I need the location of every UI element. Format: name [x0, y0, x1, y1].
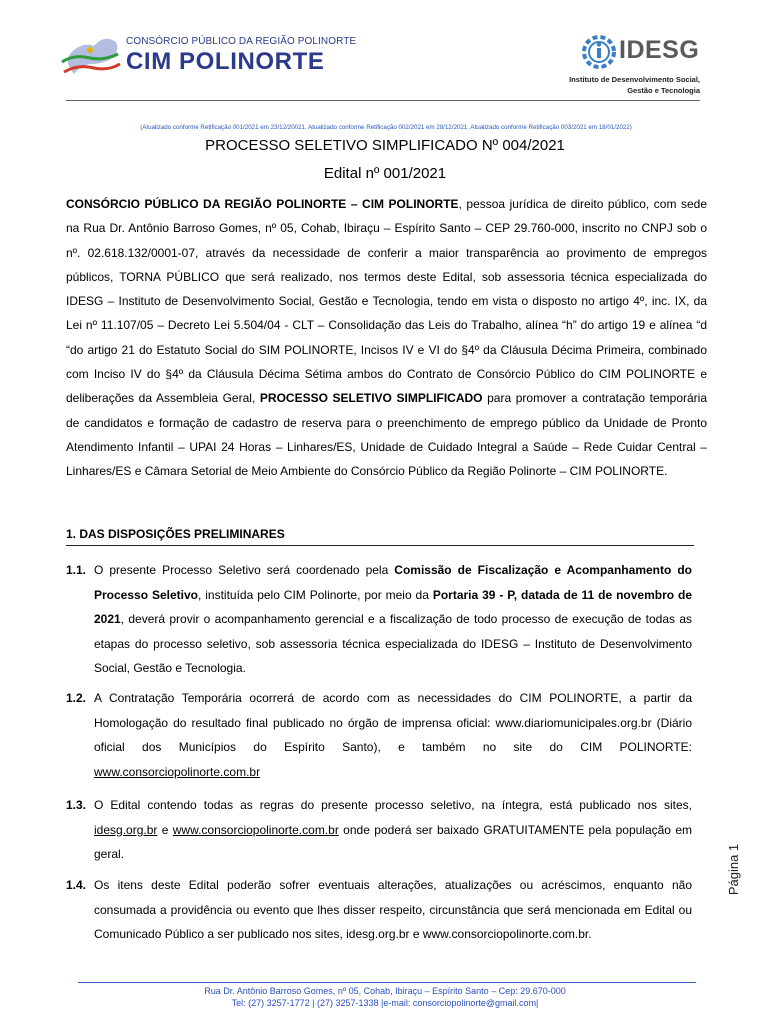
item-number: 1.1. [66, 563, 87, 577]
document-subtitle: Edital nº 001/2021 [323, 165, 447, 182]
document-title: PROCESSO SELETIVO SIMPLIFICADO Nº 004/2021 [205, 137, 565, 154]
item-text-part: O Edital contendo todas as regras do presente processo seletivo, na íntegra, está publicado nos sites, [94, 798, 692, 812]
consortium-name-large: CIM POLINORTE [126, 48, 325, 75]
item-number: 1.4. [66, 878, 87, 892]
idesg-subtitle-line-1: Instituto de Desenvolvimento Social, [569, 75, 700, 84]
intro-text-1: , pessoa jurídica de direito público, com sede na Rua Dr. Antônio Barroso Gomes, nº 05, Cohab, Ibiraçu – Espírito Santo – CEP 29.760-000, inscrito no CNPJ sob o nº. 02.618.132/0001-07, através da necessidade de conferir a maior transparência ao provimento de empregos públicos, TORNA PÚBLICO que será realizado, nos termos deste Edital, sob assessoria técnica especializada do IDESG – Instituto de Desenvolvimento Social, Gestão e Tecnologia, tendo em vista o disposto no artigo 4º, inc. IX, da Lei nº 11.107/05 – Decreto Lei 5.504/04 - CLT – Consolidação das Leis do Trabalho, alínea “h” do artigo 19 e alínea “d “do artigo 21 do Estatuto Social do SIM POLINORTE, Incisos IV e VI do §4º da Cláusula Décima Primeira, combinado com Inciso IV do §4º da Cláusula Décima Sétima ambos do Contrato de Consórcio Público do CIM POLINORTE e deliberações da Assembleia Geral, [66, 197, 707, 406]
list-item [66, 793, 692, 867]
intro-bold-mid: PROCESSO SELETIVO SIMPLIFICADO [259, 391, 483, 406]
page-number-label: Página 1 [726, 843, 742, 896]
idesg-wordmark: IDESG [619, 36, 700, 64]
item-number: 1.3. [66, 798, 87, 812]
intro-text-2: para promover a contratação temporária de candidatos e formação de cadastro de reserva para o preenchimento de emprego público da Unidade de Pronto Atendimento Infantil – UPAI 24 Horas – Linhares/ES, Unidade de Cuidado Integral a Saúde – Rede Cuidar Central – Linhares/ES e Câmara Setorial de Meio Ambiente do Consórcio Público da Região Polinorte – CIM POLINORTE. [66, 391, 708, 479]
update-note: (Atualizado conforme Retificação 001/2021 em 23/12/20021. Atualizado conforme Retificação 002/2021 em 28/12/2021. Atualizado conforme Retificação 003/2021 em 18/01/2022) [140, 124, 632, 131]
item-text [94, 686, 692, 784]
section-divider [66, 545, 694, 546]
website-link[interactable]: www.consorciopolinorte.com.br [94, 764, 261, 779]
item-text-part: A Contratação Temporária ocorrerá de acordo com as necessidades do CIM POLINORTE, a partir da Homologação do resultado final publicado no órgão de imprensa oficial: www.diariomunicipales.org.br (Diário oficial dos Municípios do Espírito Santo), e também no site do CIM POLINORTE: [94, 691, 692, 754]
item-text-part: O presente Processo Seletivo será coordenado pela [94, 563, 395, 577]
idesg-gear-icon [579, 32, 619, 72]
item-number: 1.2. [66, 691, 87, 705]
footer-contact: Tel: (27) 3257-1772 | (27) 3257-1338 |e-mail: consorciopolinorte@gmail.com| [231, 998, 539, 1008]
region-map-icon [60, 28, 124, 88]
footer-divider [78, 982, 696, 983]
item-text [94, 793, 692, 867]
item-text: Os itens deste Edital poderão sofrer eventuais alterações, atualizações ou acréscimos, enquanto não consumada a providência ou evento que lhes disser respeito, circunstância que será mencionada em Edital ou Comunicado Público a ser publicado nos sites, idesg.org.br e www.consorciopolinorte.com.br. [94, 878, 692, 941]
list-item [66, 873, 692, 947]
header-divider [66, 100, 700, 101]
section-heading: 1. DAS DISPOSIÇÕES PRELIMINARES [66, 527, 285, 541]
intro-paragraph [66, 192, 707, 484]
idesg-subtitle-line-2: Gestão e Tecnologia [627, 86, 700, 95]
item-text-part: e [157, 822, 173, 837]
list-item [66, 558, 692, 681]
idesg-logo [569, 28, 700, 98]
item-text [94, 558, 692, 681]
intro-bold-lead: CONSÓRCIO PÚBLICO DA REGIÃO POLINORTE – CIM POLINORTE [66, 197, 459, 211]
idesg-link[interactable]: idesg.org.br [94, 822, 158, 837]
item-text-bold: Comissão de Fiscalização e Acompanhamento do Processo Seletivo [94, 563, 692, 602]
item-text-part: , deverá provir o acompanhamento gerencial e a fiscalização de todo processo de execução de todas as etapas do processo seletivo, sob assessoria técnica especializada do IDESG – Instituto de Desenvolvimento Social, Gestão e Tecnologia. [94, 612, 692, 675]
footer-address: Rua Dr. Antônio Barroso Gomes, nº 05, Cohab, Ibiraçu – Espírito Santo – Cep: 29.670-000 [204, 986, 566, 996]
consortium-name-small: CONSÓRCIO PÚBLICO DA REGIÃO POLINORTE [126, 36, 357, 47]
page-number [720, 840, 760, 900]
item-text-part: onde poderá ser baixado GRATUITAMENTE pela população em geral. [94, 822, 692, 861]
idesg-subtitle [555, 74, 700, 96]
item-text-bold: Portaria 39 - P, datada de 11 de novembro de 2021 [94, 587, 693, 626]
item-text-part: , instituída pelo CIM Polinorte, por meio da [197, 587, 433, 602]
cim-polinorte-logo [60, 28, 357, 88]
website-link[interactable]: www.consorciopolinorte.com.br [172, 822, 339, 837]
list-item [66, 686, 692, 784]
